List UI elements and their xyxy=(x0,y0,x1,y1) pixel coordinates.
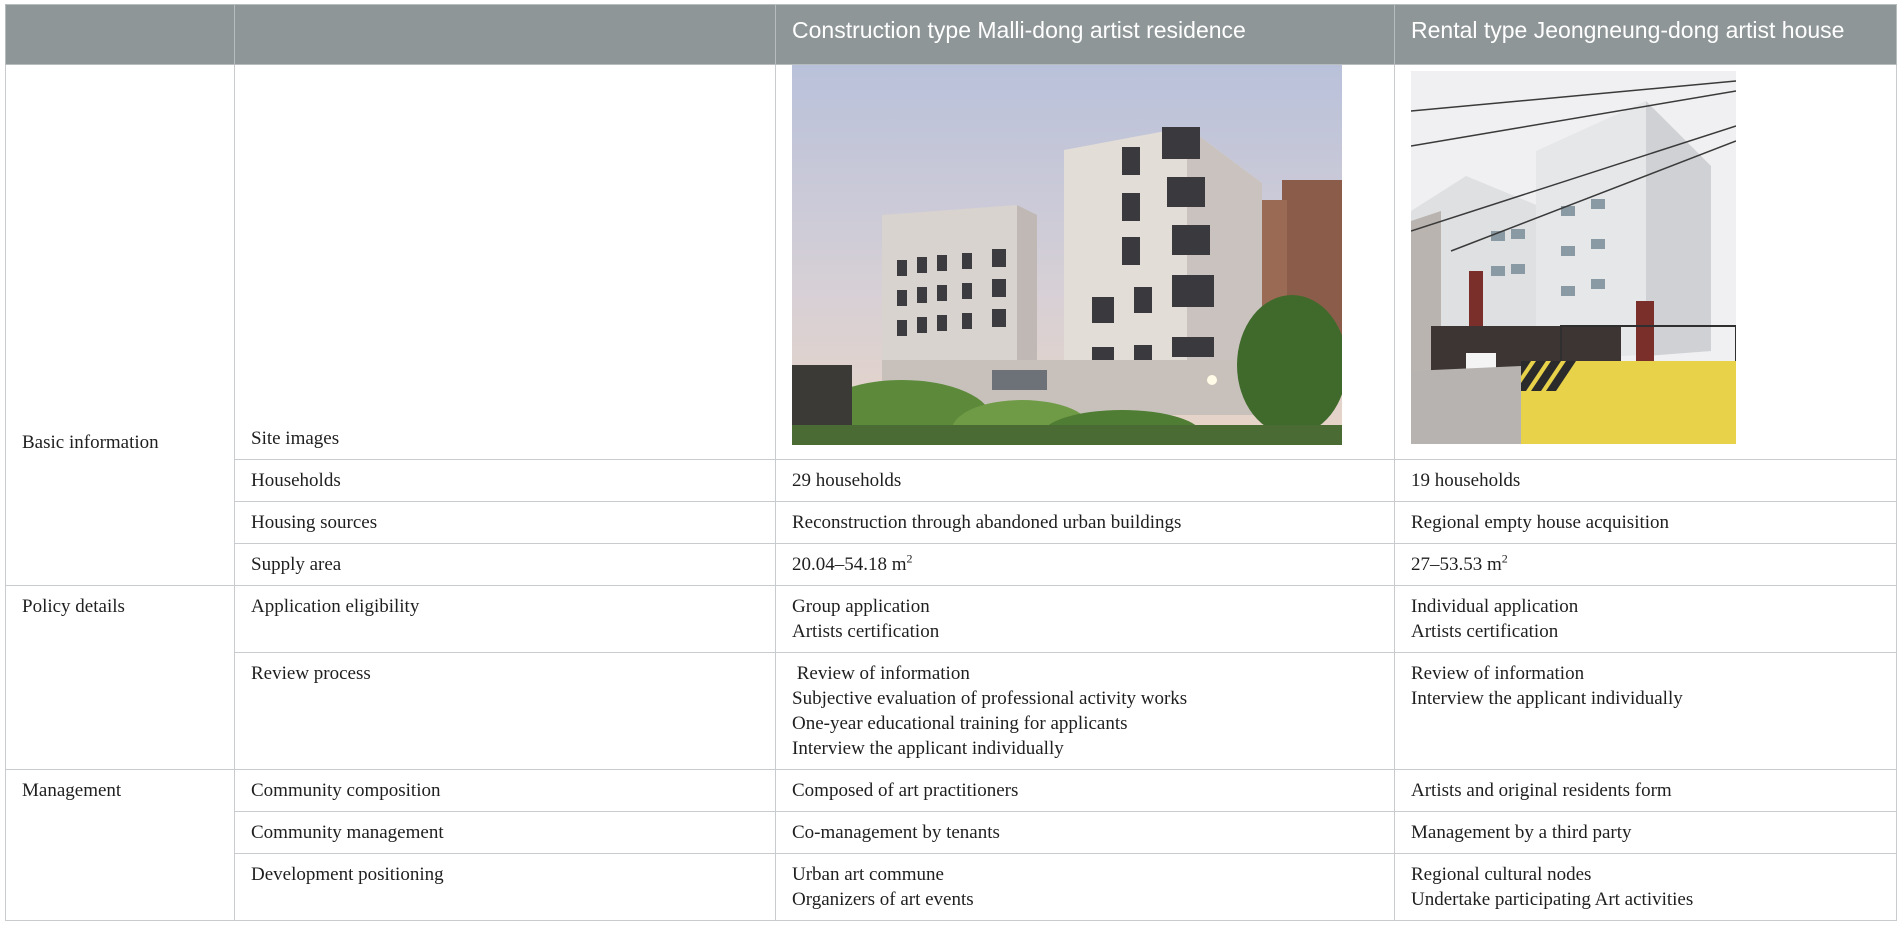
list-item: Subjective evaluation of professional activity works xyxy=(792,688,1188,709)
table-row-community-management xyxy=(6,812,1897,854)
table-row-review-process xyxy=(6,653,1897,770)
composition-malli-dong: Composed of art practitioners xyxy=(776,770,1395,812)
header-jeongneung-dong: Rental type Jeongneung-dong artist house xyxy=(1395,5,1897,65)
positioning-jeongneung-dong xyxy=(1395,854,1897,921)
unit-superscript: 2 xyxy=(1501,551,1508,566)
table-row-households xyxy=(6,460,1897,502)
table-row-site-images xyxy=(6,65,1897,460)
list-item: Organizers of art events xyxy=(792,889,974,910)
housing-sources-jeongneung-dong: Regional empty house acquisition xyxy=(1395,502,1897,544)
table-row-community-composition xyxy=(6,770,1897,812)
review-jeongneung-dong xyxy=(1395,653,1897,770)
header-item xyxy=(235,5,776,65)
header-category xyxy=(6,5,235,65)
list-item: Group application xyxy=(792,596,930,617)
table-row-supply-area xyxy=(6,544,1897,586)
list-item: Urban art commune xyxy=(792,864,944,885)
supply-area-malli-dong xyxy=(776,544,1395,586)
row-label-supply-area: Supply area xyxy=(235,544,776,586)
comm-management-malli-dong: Co-management by tenants xyxy=(776,812,1395,854)
row-label-application-eligibility: Application eligibility xyxy=(235,586,776,653)
list-item: Review of information xyxy=(792,663,970,684)
header-malli-dong: Construction type Malli-dong artist residence xyxy=(776,5,1395,65)
list-item: Interview the applicant individually xyxy=(1411,688,1683,709)
supply-area-jeongneung-dong xyxy=(1395,544,1897,586)
row-label-community-management: Community management xyxy=(235,812,776,854)
section-basic-information: Basic information xyxy=(6,65,235,586)
jeongneung-dong-building-photo xyxy=(1411,71,1736,444)
households-jeongneung-dong: 19 households xyxy=(1395,460,1897,502)
list-item: Artists certification xyxy=(792,621,940,642)
row-label-site-images: Site images xyxy=(235,65,776,460)
list-item: Artists certification xyxy=(1411,621,1559,642)
comm-management-jeongneung-dong: Management by a third party xyxy=(1395,812,1897,854)
supply-area-jeongneung-dong-value: 27–53.53 m xyxy=(1411,554,1502,575)
row-label-housing-sources: Housing sources xyxy=(235,502,776,544)
site-image-cell-jeongneung-dong xyxy=(1395,65,1897,460)
list-item: Review of information xyxy=(1411,663,1585,684)
row-label-development-positioning: Development positioning xyxy=(235,854,776,921)
review-malli-dong xyxy=(776,653,1395,770)
list-item: Interview the applicant individually xyxy=(792,738,1064,759)
list-item: Undertake participating Art activities xyxy=(1411,889,1694,910)
malli-dong-building-photo xyxy=(792,65,1342,445)
households-malli-dong: 29 households xyxy=(776,460,1395,502)
table-row-application-eligibility xyxy=(6,586,1897,653)
header-row xyxy=(6,5,1897,65)
positioning-malli-dong xyxy=(776,854,1395,921)
supply-area-malli-dong-value: 20.04–54.18 m xyxy=(792,554,907,575)
list-item: One-year educational training for applicants xyxy=(792,713,1128,734)
section-policy-details: Policy details xyxy=(6,586,235,770)
eligibility-jeongneung-dong xyxy=(1395,586,1897,653)
table-row-development-positioning xyxy=(6,854,1897,921)
site-image-cell-malli-dong xyxy=(776,65,1395,460)
list-item: Regional cultural nodes xyxy=(1411,864,1592,885)
row-label-community-composition: Community composition xyxy=(235,770,776,812)
section-management: Management xyxy=(6,770,235,921)
table-row-housing-sources xyxy=(6,502,1897,544)
row-label-review-process: Review process xyxy=(235,653,776,770)
comparison-table xyxy=(5,4,1897,921)
row-label-households: Households xyxy=(235,460,776,502)
composition-jeongneung-dong: Artists and original residents form xyxy=(1395,770,1897,812)
housing-sources-malli-dong: Reconstruction through abandoned urban buildings xyxy=(776,502,1395,544)
eligibility-malli-dong xyxy=(776,586,1395,653)
list-item: Individual application xyxy=(1411,596,1579,617)
unit-superscript: 2 xyxy=(906,551,913,566)
